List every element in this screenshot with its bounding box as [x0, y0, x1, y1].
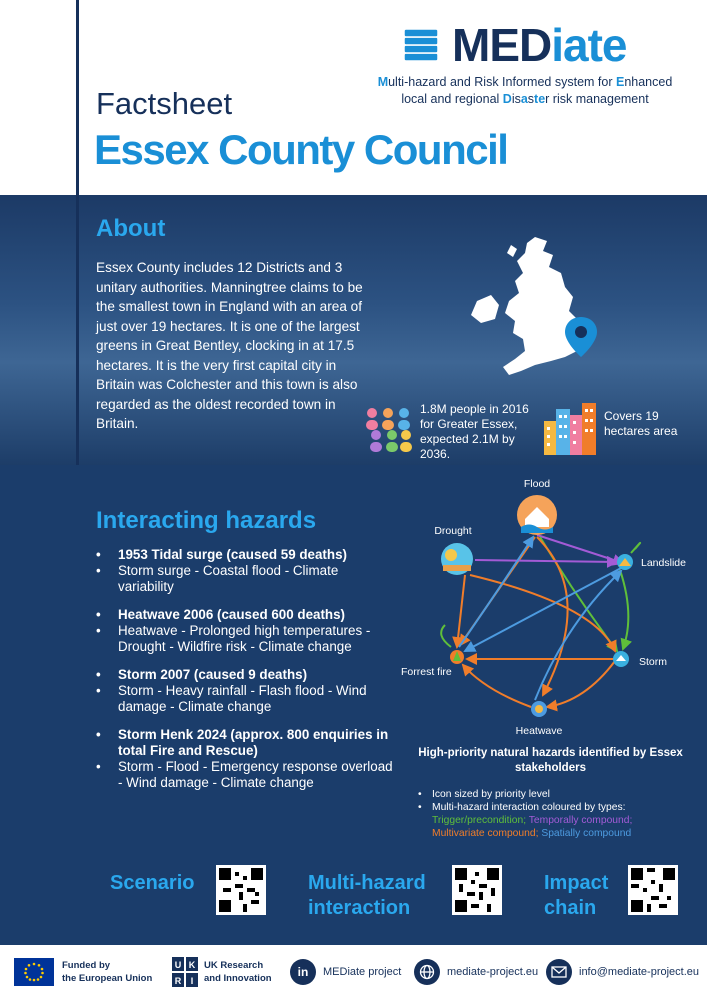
legend-spatial: Spatially compound	[541, 828, 632, 839]
qr-icon	[631, 868, 675, 912]
linkedin-icon: in	[290, 959, 316, 985]
node-label: Landslide	[641, 557, 686, 569]
qr-icon	[455, 868, 499, 912]
page-subtitle: Factsheet	[96, 86, 233, 121]
hazard-network-diagram	[395, 475, 700, 745]
node-label: Drought	[434, 525, 472, 537]
legend: • Icon sized by priority level • Multi-hazard interaction coloured by types: Trigger/precondition; Temporally compound; Multivariate compound; Spatially compound	[418, 788, 698, 840]
node-label: Flood	[523, 478, 551, 490]
edge	[463, 665, 531, 707]
event-heading: Storm 2007 (caused 9 deaths)	[118, 667, 308, 682]
event-detail: Storm - Heavy rainfall - Flash flood - Wind damage - Climate change	[118, 683, 367, 714]
impact-chain-qr-code[interactable]	[628, 865, 678, 915]
svg-text:R: R	[174, 976, 182, 986]
edge	[547, 661, 615, 707]
about-heading: About	[96, 215, 166, 242]
qr-icon	[219, 868, 263, 912]
edge	[441, 625, 451, 647]
event-detail: Heatwave - Prolonged high temperatures - Drought - Wildfire risk - Climate change	[118, 623, 371, 654]
edge	[537, 535, 623, 563]
edge	[470, 575, 615, 651]
multi-hazard-qr-code[interactable]	[452, 865, 502, 915]
population-icon	[364, 403, 416, 455]
event-heading: Storm Henk 2024 (approx. 800 enquiries in total Fire and Rescue)	[118, 727, 389, 758]
forrest-fire-node	[401, 650, 464, 678]
node-label: Heatwave	[515, 725, 563, 737]
email-link[interactable]: info@mediate-project.eu	[546, 959, 699, 985]
landslide-node	[617, 554, 686, 570]
footer	[0, 945, 707, 1000]
area-stat: Covers 19 hectares area	[604, 409, 678, 438]
event-detail: Storm surge - Coastal flood - Climate variability	[118, 563, 339, 594]
mail-icon	[546, 959, 572, 985]
priority-title: High-priority natural hazards identified by Essex stakeholders	[418, 747, 683, 774]
drought-node	[434, 525, 473, 575]
node-label: Storm	[639, 656, 668, 668]
tagline: Multi-hazard and Risk Informed system for Enhanced local and regional Disaster risk management	[377, 75, 673, 106]
scenario-qr-code[interactable]	[216, 865, 266, 915]
svg-text:K: K	[188, 960, 196, 970]
event-heading: 1953 Tidal surge (caused 59 deaths)	[118, 547, 347, 562]
eu-funding: Funded by the European Union	[14, 958, 152, 986]
about-section	[0, 195, 707, 465]
ukri-icon	[172, 957, 198, 987]
edge	[475, 560, 617, 562]
website-link[interactable]: mediate-project.eu	[414, 959, 538, 985]
event-heading: Heatwave 2006 (caused 600 deaths)	[118, 607, 346, 622]
header	[0, 0, 707, 195]
multi-hazard-link[interactable]: Multi-hazard interaction	[308, 872, 426, 919]
legend-multivariate: Multivariate compound;	[432, 828, 539, 839]
accent-divider	[76, 0, 79, 465]
globe-icon	[414, 959, 440, 985]
legend-trigger: Trigger/precondition;	[432, 815, 527, 826]
list-item: • Storm 2007 (caused 9 deaths) • Storm - Heavy rainfall - Flash flood - Wind damage - Climate change	[96, 667, 396, 715]
about-text: Essex County includes 12 Districts and 3 unitary authorities. Manningtree claims to be the smallest town in England with an area of just over 19 hectares. It is one of the largest greens in Great Bentley, clocking in at 17.5 hectares. It is the very first capital city in Britain was Colchester and this town is also regarded as the oldest recorded town in Britain.	[96, 260, 363, 431]
list-item: • 1953 Tidal surge (caused 59 deaths) • Storm surge - Coastal flood - Climate variability	[96, 547, 396, 595]
edge	[457, 575, 465, 647]
population-stat: 1.8M people in 2016 for Greater Essex, expected 2.1M by 2036.	[420, 402, 529, 461]
node-label: Forrest fire	[401, 666, 452, 678]
edge	[620, 570, 628, 649]
storm-node	[613, 651, 667, 668]
hazard-events-list	[96, 547, 396, 803]
list-item: • Heatwave 2006 (caused 600 deaths) • Heatwave - Prolonged high temperatures - Drought - Wildfire risk - Climate change	[96, 607, 396, 655]
legend-types	[418, 814, 698, 840]
legend-item: Multi-hazard interaction coloured by types:	[432, 802, 626, 813]
svg-text:I: I	[190, 976, 194, 986]
list-item: • Storm Henk 2024 (approx. 800 enquiries in total Fire and Rescue) • Storm - Flood - Emergency response overload - Wind damage - Climate change	[96, 727, 396, 791]
impact-chain-link[interactable]: Impact chain	[544, 872, 609, 919]
buildings-icon	[542, 403, 598, 455]
stacked-layers-icon	[400, 23, 444, 67]
svg-text:U: U	[174, 960, 182, 970]
event-detail: Storm - Flood - Emergency response overload - Wind damage - Climate change	[118, 759, 393, 790]
edge	[631, 543, 640, 553]
logo-wordmark: MEDiate	[452, 19, 627, 71]
hazards-section	[0, 465, 707, 945]
heatwave-node	[516, 701, 563, 737]
scenario-link[interactable]: Scenario	[110, 872, 195, 894]
legend-temporal: Temporally compound;	[528, 815, 633, 826]
mediate-logo	[400, 18, 627, 72]
page-title: Essex County Council	[94, 126, 508, 173]
legend-item: Icon sized by priority level	[432, 789, 550, 800]
ukri-logo: U K R I UK Research and Innovation	[172, 957, 272, 987]
uk-map-icon	[465, 235, 605, 385]
eu-flag-icon	[14, 958, 54, 986]
linkedin-link[interactable]: in MEDiate project	[290, 959, 401, 985]
hazards-heading: Interacting hazards	[96, 507, 317, 534]
flood-node	[517, 478, 557, 535]
